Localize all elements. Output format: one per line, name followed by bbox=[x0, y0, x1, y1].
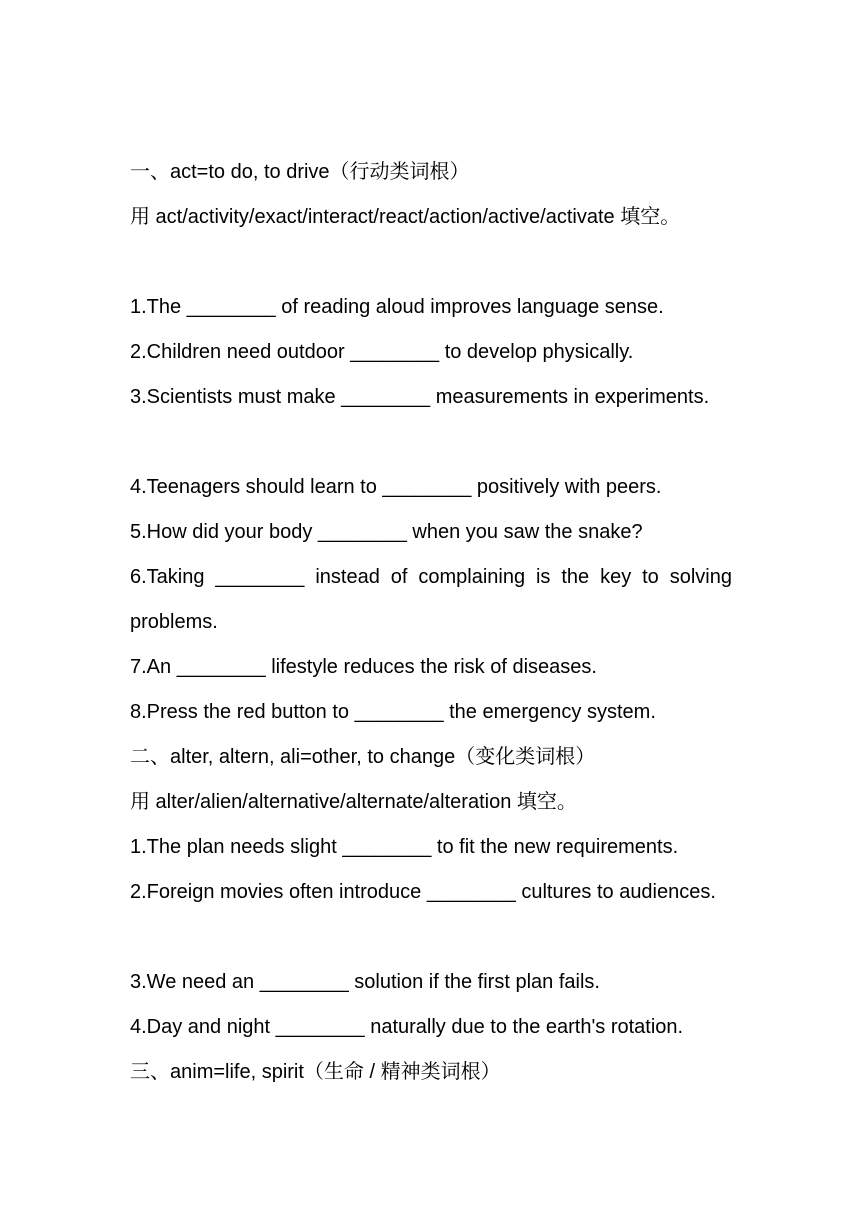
section-1-item-1: 1.The ________ of reading aloud improves language sense. bbox=[130, 296, 664, 318]
worksheet-page bbox=[130, 150, 732, 1095]
section-1-item-5: 5.How did your body ________ when you saw the snake? bbox=[130, 521, 643, 543]
section-2-item-1: 1.The plan needs slight ________ to fit the new requirements. bbox=[130, 836, 679, 858]
section-2-heading: 二、alter, altern, ali=other, to change（变化类词根） bbox=[130, 746, 596, 768]
section-2-item-2: 2.Foreign movies often introduce ________ cultures to audiences. bbox=[130, 881, 716, 903]
section-1-heading: 一、act=to do, to drive（行动类词根） bbox=[130, 161, 470, 183]
section-1-item-4: 4.Teenagers should learn to ________ positively with peers. bbox=[130, 476, 662, 498]
section-1-item-6: 6.Taking ________ instead of complaining is the key to solving problems. bbox=[130, 566, 732, 633]
section-2-instruction: 用 alter/alien/alternative/alternate/alteration 填空。 bbox=[130, 791, 577, 813]
section-3-heading: 三、anim=life, spirit（生命 / 精神类词根） bbox=[130, 1061, 501, 1083]
section-1-item-2: 2.Children need outdoor ________ to develop physically. bbox=[130, 341, 634, 363]
section-1-item-7: 7.An ________ lifestyle reduces the risk of diseases. bbox=[130, 656, 597, 678]
section-1-item-3: 3.Scientists must make ________ measurements in experiments. bbox=[130, 386, 710, 408]
section-1-instruction: 用 act/activity/exact/interact/react/action/active/activate 填空。 bbox=[130, 206, 681, 228]
section-2-item-4: 4.Day and night ________ naturally due to the earth's rotation. bbox=[130, 1016, 684, 1038]
section-1-item-8: 8.Press the red button to ________ the emergency system. bbox=[130, 701, 656, 723]
section-2-item-3: 3.We need an ________ solution if the first plan fails. bbox=[130, 971, 600, 993]
